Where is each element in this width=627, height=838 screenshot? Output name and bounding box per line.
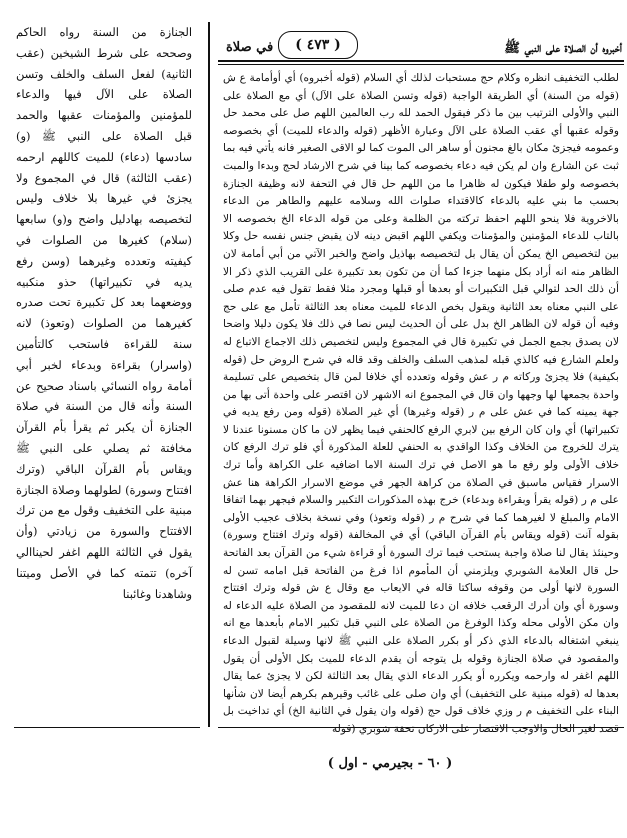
header-title: أخبروه أن الصلاة على النبي ﷺ: [504, 41, 622, 56]
running-title: في صلاة: [226, 40, 274, 55]
header-rule-top: [218, 60, 624, 62]
main-paragraph: لطلب التخفيف انظره وكلام حج مستحبات لذلك أي السلام (قوله أخبروه) أي أوأمامة ع ش (قوله من السنة) أي الطريقة الواجبة (قوله وتسن الصلاة على الآل) أي مع الصلاة على النبي والأولى الترتيب بين ما ذكر فيقول الحمد لله رب العالمين اللهم صل على محمد حل وقوله عقبها أي عقب الصلاة على الآل وعبارة الأظهر (قوله والدعاء للميت) أي بخصوصه وعمومه فيجزئ مكان بالغ مجنون أو ساهر الى الموت كما لو الاقى الصغير فانه يأتي فيه بما ثبت عن الشارع وان لم يكن فيه دعاء بخصوصه كما بينا في شرح الارشاد لحج وبدءا والمبت بخصوصه ولو طفلا فيكون له ظاهرا ما من اللهم حل قال في التحفة لانه وظيفة الجنازة بحسب ما بني عليه بالدعاء كالاقتداء صلوات الله وسلامه عليهم والطاهر من الدعاء بالاخروية فلا ينحو اللهم احفظ تركته من الظلمة وعلى من قوله الدعاء الخ بخصوصه الا بالتاب للدعاء المؤمنين والمؤمنات ويكفي اللهم اقبض دينه لان يقبض جنس نفسه حل وكلا بين لتخصيص الخ يمكن أن يقال بل لتخصيصه بهاذيل واضح والخبر الآتي من أبي أمامة لان الظاهر منه انه أراد بكل منهما جزءا كما أن من تكون بعد تكبيرة على القريب الذي ذكر الا أن ذلك الحد لتوالي قبل التكبيرات أو بعدها أو قبلها ومجرد مثلا فقط تقول فيه عدم صلى على النبي معناه بعد الثانية ويقول بخص الدعاء للميت معناه بعد الثالثة تأمل مع على حج وفيه أن قوله لان الظاهر الخ بدل على أن الحديث ليس نصا في ذلك فلا يكون دليلا واضحا لان يصدق بجمع الجمل في تكبيرة قال في المجموع وليس لتخصيص ذلك الاجماع الاتباع له ولعلم الشارع فيه كالذي قبله لمذهب السلف والخلف وقد قاله في شرح الروض حل (قوله بكيفية) فلا يجزئ وركاته م ر عش وقوله وتعدده أي خلافا لمن قال بتخصيص على تسليمة واحدة بجمعها لها وجهها وان قال في المجموع انه الاشهر لان اقتصر على واحدة أتى بها من جهة يمينه كما في عش على م ر (قوله وغيرها) أي غير الصلاة (قوله ومن رفع يديه في تكبيراتها) أي وان كان الرفع بين لابري الرفع كالحنفي فيما يظهر لان ما كان مسنونا عندنا لا يترك للخروج من الخلاف وكذا الواقدي به الحنفي للعلة المذكورة أي فلو ترك الرفع كان خلاف الأولى ولو رفع ما هو الاصل في ترك السنة الاما اضافيه على الكراهة وأما ترك الاسرار فقياس ماسبق في الصلاة من كراهة الجهر في موضع الاسرار الكراهة هنا عش على م ر (قوله يقرأ وبقراءة وبدعاء) خرج بهذه المذكورات التكبير والسلام فيجهر بهما اتفاقا الامام والمبلغ لا لغيرهما كما في شرح م ر (قوله وتعوذ) وفي نسخة بخلاف عجيب الأولى بقوله آنت (قوله ويقاس بأم القرآن الباقي) أي في المخالفة (قوله وترك افتتاح وسورة) وحينئذ يقال لنا صلاة واجبة يستحب فيما ترك السورة أو قراءة شيء من القرآن بعد الفاتحة حل قال العلامة الشوبري ويلزمني أن المأموم اذا فرغ من الفاتحة قبل امامه تسن له السورة لانها أولى من وقوفه ساكتا قاله في الايعاب مع وقال ع ش قوله وترك افتتاح وسورة أي وان أدرك الرقعب خلافه ان دعا للميت لانه للمقصود من الصلاة عليه الدعاء له وان مكن الأولى محله وكذا الوفرغ من الصلاة على النبي قبل تكبير الامام بأبعدها مع انه ينبغي اشتغاله بالدعاء الذي ذكر أو بكرر الصلاة على النبي ﷺ لانها وسيلة لقبول الدعاء والمقصود في صلاة الجنازة وقوله بل يتوجه أن يقدم الدعاء للميت بكل الأولى أن يقول اللهم اغفر له وارحمه ويكرره أو يكرر الدعاء الذي يقال بعد الثالثة لكن لا يجزئ عما يقال بعدها له (قوله مبنية على التخفيف) أي وان صلى على غائب وقيرهم بكرهم أيضا لان شأنها البناء على التخفيف م ر وزي خلاف قول حج (قوله وان يقول في الثانية الخ) أي تداخيت بل قصد لغير الحال والاوجب الاقتصار على الاركان تحفة شوبري (قوله: [223, 72, 619, 735]
margin-paragraph: الجنازة من السنة رواه الحاكم وصححه على شرط الشيخين (عقب الثانية) لفعل السلف والخلف وتسن الصلاة على الآل فيها والدعاء للمؤمنين والمؤمنات عقبها والحمد قبل الصلاة على النبي ﷺ (و) سادسها (دعاء) للميت كاللهم ارحمه (عقب الثالثة) قال في المجموع ولا يجزئ في غيرها بلا خلاف وليس لتخصيصه بهادليل واضح و(و) سابعها (سلام) كغيرها من الصلوات في كيفيته وتعدده وغيرهما (وسن رفع يديه في تكبيراتها) حذو منكبيه ووضعهما بعد كل تكبيرة تحت صدره كغيرهما من الصلوات (وتعوذ) لانه سنة للقراءة فاستحب كالتأمين (واسرار) بقراءة وبدعاء لخبر أبي أمامة رواه النسائي باسناد صحيح عن السنة وأنه قال من السنة في صلاة الجنازة أن يكبر ثم يقرأ بأم القرآن مخافتة ثم يصلي على النبي ﷺ ويقاس بأم القرآن الباقي (وترك افتتاح وسورة) لطولهما وصلاة الجنازة مبنية على التخفيف وقول مع من ترك الافتتاح والسورة من زيادتي (وأن يقول في الثالثة اللهم اغفر لحيناالي آخره) تتمته كما في الأصل وميتنا وشاهدنا وغائبنا: [16, 25, 192, 601]
column-divider: [208, 22, 210, 727]
margin-bottom-rule: [14, 727, 200, 728]
margin-matn-text: [16, 22, 192, 722]
main-commentary-text: [223, 70, 619, 735]
page-number: ( ٤٧٣ ): [278, 31, 358, 59]
header-rule-bottom: [218, 64, 624, 65]
page-footer-signature: ( ٦٠ - بجيرمي - اول ): [327, 756, 453, 771]
